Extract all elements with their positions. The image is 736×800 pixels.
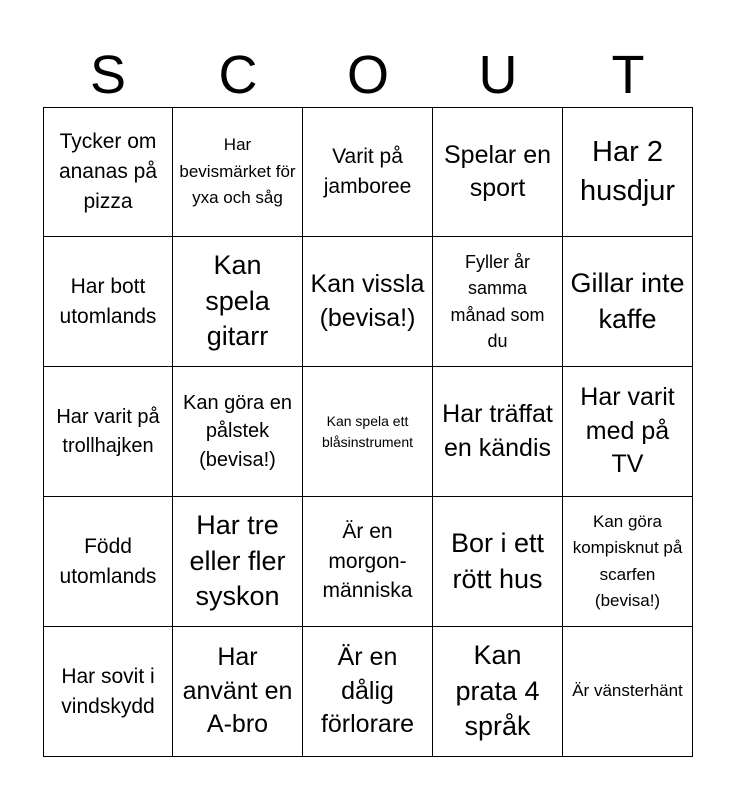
bingo-cell[interactable]: Kan vissla (bevisa!) <box>303 237 433 367</box>
bingo-cell[interactable]: Kan spela gitarr <box>173 237 303 367</box>
bingo-cell[interactable]: Är en morgon-människa <box>303 497 433 627</box>
bingo-cell[interactable]: Har träffat en kändis <box>433 367 563 497</box>
bingo-cell[interactable]: Är en dålig förlorare <box>303 627 433 757</box>
bingo-cell[interactable]: Bor i ett rött hus <box>433 497 563 627</box>
bingo-cell[interactable]: Har sovit i vindskydd <box>43 627 173 757</box>
bingo-cell[interactable]: Har varit med på TV <box>563 367 693 497</box>
bingo-cell[interactable]: Kan spela ett blåsinstrument <box>303 367 433 497</box>
bingo-cell[interactable]: Har 2 husdjur <box>563 107 693 237</box>
header-letter-o: O <box>346 45 389 105</box>
bingo-header <box>43 44 693 106</box>
bingo-cell[interactable]: Har använt en A-bro <box>173 627 303 757</box>
header-letter-c: C <box>218 45 258 105</box>
bingo-cell[interactable]: Varit på jamboree <box>303 107 433 237</box>
bingo-cell[interactable]: Har varit på trollhajken <box>43 367 173 497</box>
bingo-cell[interactable]: Har bevismärket för yxa och såg <box>173 107 303 237</box>
bingo-cell[interactable]: Har tre eller fler syskon <box>173 497 303 627</box>
bingo-cell[interactable]: Tycker om ananas på pizza <box>43 107 173 237</box>
bingo-cell[interactable]: Har bott utomlands <box>43 237 173 367</box>
bingo-cell[interactable]: Född utomlands <box>43 497 173 627</box>
bingo-cell[interactable]: Gillar inte kaffe <box>563 237 693 367</box>
bingo-cell[interactable]: Spelar en sport <box>433 107 563 237</box>
header-letter-s: S <box>89 45 127 105</box>
bingo-board <box>43 107 693 757</box>
header-letter-u: U <box>478 45 518 105</box>
bingo-cell[interactable]: Kan prata 4 språk <box>433 627 563 757</box>
bingo-cell[interactable]: Kan göra en pålstek (bevisa!) <box>173 367 303 497</box>
bingo-cell[interactable]: Fyller år samma månad som du <box>433 237 563 367</box>
bingo-cell[interactable]: Kan göra kompisknut på scarfen (bevisa!) <box>563 497 693 627</box>
header-letter-t: T <box>611 45 645 105</box>
bingo-cell[interactable]: Är vänsterhänt <box>563 627 693 757</box>
